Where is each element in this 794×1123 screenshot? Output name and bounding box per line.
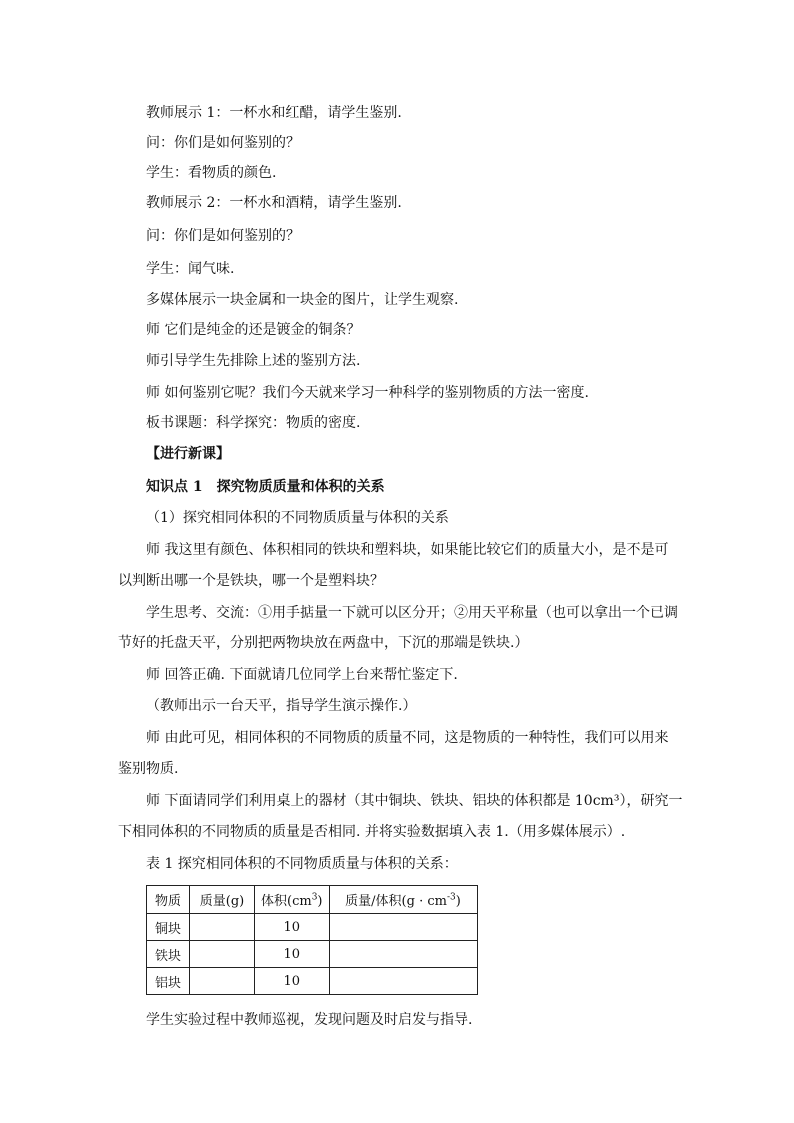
experiment-table (146, 885, 478, 995)
paragraph-experiment-2: 下相同体积的不同物质的质量是否相同. 并将实验数据填入表 1.（用多媒体展示）. (118, 824, 626, 840)
paragraph-multimedia: 多媒体展示一块金属和一块金的图片，让学生观察. (146, 292, 459, 308)
paragraph-teacher-intro: 师 如何鉴别它呢？我们今天就来学习一种科学的鉴别物质的方法一密度. (146, 385, 589, 401)
paragraph-question-2: 问：你们是如何鉴别的？ (146, 228, 300, 244)
paragraph-student-think-2: 节好的托盘天平，分别把两物块放在两盘中，下沉的那端是铁块.） (118, 635, 529, 651)
cell-volume: 10 (255, 968, 330, 995)
paragraph-question-1: 问：你们是如何鉴别的？ (146, 135, 300, 151)
paragraph-teacher-guide: 师引导学生先排除上述的鉴别方法. (146, 353, 361, 369)
cell-ratio (329, 968, 477, 995)
cell-mass (190, 968, 255, 995)
paragraph-student-answer-1: 学生：看物质的颜色. (146, 165, 277, 181)
paragraph-iron-plastic-1: 师 我这里有颜色、体积相同的铁块和塑料块，如果能比较它们的质量大小，是不是可 (146, 542, 669, 558)
paragraph-iron-plastic-2: 以判断出哪一个是铁块，哪一个是塑料块？ (118, 573, 384, 589)
paragraph-teacher-balance: （教师出示一台天平，指导学生演示操作.） (146, 698, 417, 714)
cell-volume: 10 (255, 914, 330, 941)
table-row (147, 968, 478, 995)
header-mass-volume: 质量/体积$(g \cdot cm^{-3})$ (329, 886, 477, 914)
header-mass: 质量(g) (190, 886, 255, 914)
table-caption: 表 1 探究相同体积的不同物质质量与体积的关系： (146, 856, 458, 872)
cell-volume: 10 (255, 941, 330, 968)
section-heading: 【进行新课】 (146, 446, 230, 462)
subheading-1: （1）探究相同体积的不同物质质量与体积的关系 (146, 510, 449, 526)
table-row (147, 941, 478, 968)
paragraph-experiment-1: 师 下面请同学们利用桌上的器材（其中铜块、铁块、铝块的体积都是 10cm³），研究一 (146, 793, 683, 809)
paragraph-teacher-question: 师 它们是纯金的还是镀金的铜条？ (146, 322, 361, 338)
table-row (147, 914, 478, 941)
paragraph-student-think-1: 学生思考、交流：①用手掂量一下就可以区分开；②用天平称量（也可以拿出一个已调 (146, 605, 678, 621)
paragraph-student-answer-2: 学生：闻气味. (146, 261, 235, 277)
cell-ratio (329, 914, 477, 941)
cell-material: 铁块 (147, 941, 190, 968)
table-header-row (147, 886, 478, 914)
cell-ratio (329, 941, 477, 968)
paragraph-teacher-demo-1: 教师展示 1：一杯水和红醋，请学生鉴别. (146, 105, 402, 121)
paragraph-conclusion-1: 师 由此可见，相同体积的不同物质的质量不同，这是物质的一种特性，我们可以用来 (146, 730, 669, 746)
header-volume: 体积$(cm^3)$ (255, 886, 330, 914)
cell-mass (190, 914, 255, 941)
paragraph-board-title: 板书课题：科学探究：物质的密度. (146, 415, 361, 431)
paragraph-teacher-correct: 师 回答正确. 下面就请几位同学上台来帮忙鉴定下. (146, 667, 458, 683)
cell-material: 铜块 (147, 914, 190, 941)
paragraph-teacher-demo-2: 教师展示 2：一杯水和酒精，请学生鉴别. (146, 195, 402, 211)
cell-material: 铝块 (147, 968, 190, 995)
header-material: 物质 (147, 886, 190, 914)
cell-mass (190, 941, 255, 968)
paragraph-teacher-patrol: 学生实验过程中教师巡视，发现问题及时启发与指导. (146, 1012, 473, 1028)
knowledge-point-heading: 知识点 1 探究物质质量和体积的关系 (146, 479, 385, 495)
paragraph-conclusion-2: 鉴别物质. (118, 761, 179, 777)
